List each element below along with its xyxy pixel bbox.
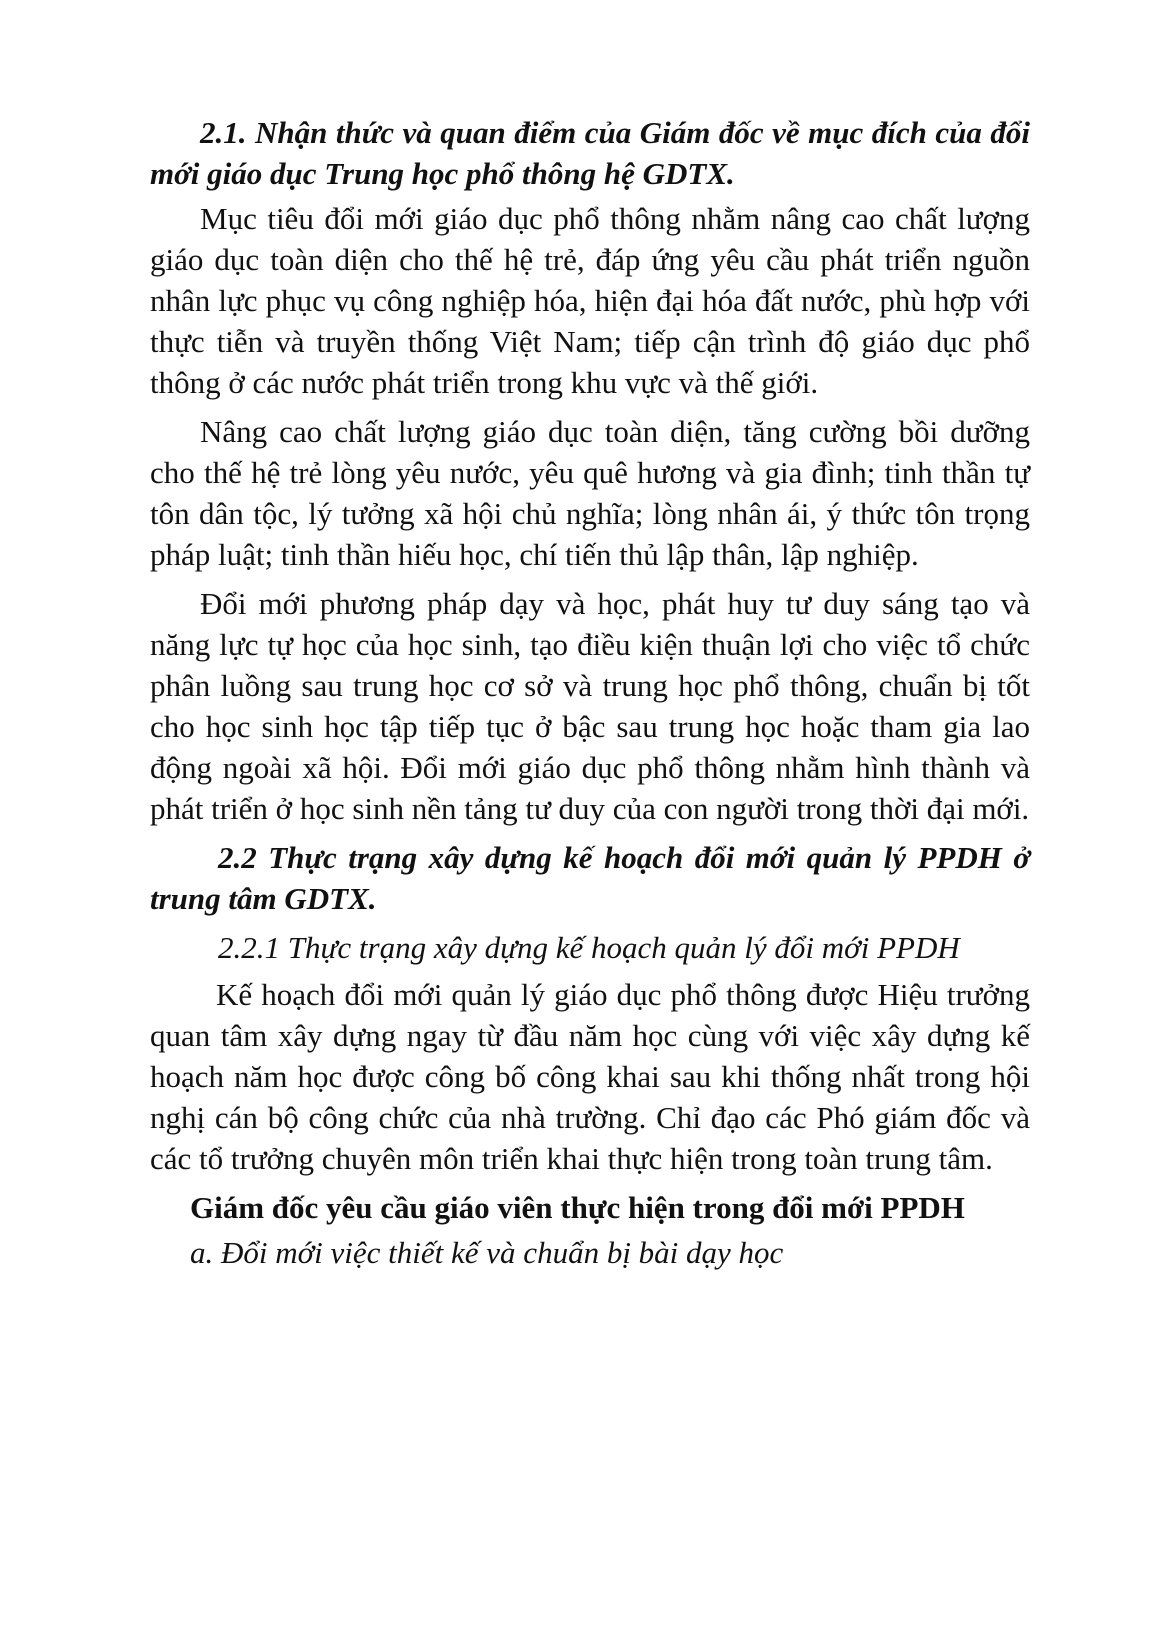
section-heading-2-1: 2.1. Nhận thức và quan điểm của Giám đốc về mục đích của đổi mới giáo dục Trung học phổ thông hệ GDTX.	[150, 115, 1030, 191]
bold-statement: Giám đốc yêu cầu giáo viên thực hiện trong đổi mới PPDH	[190, 1190, 965, 1225]
italic-subheading-a: a. Đổi mới việc thiết kế và chuẩn bị bài dạy học	[190, 1235, 784, 1270]
subsection-heading-2-2-1: 2.2.1 Thực trạng xây dựng kế hoạch quản lý đổi mới PPDH	[218, 930, 960, 965]
paragraph-quality: Nâng cao chất lượng giáo dục toàn diện, tăng cường bồi dưỡng cho thế hệ trẻ lòng yêu nước, yêu quê hương và gia đình; tinh thần tự tôn dân tộc, lý tưởng xã hội chủ nghĩa; lòng nhân ái, ý thức tôn trọng pháp luật; tinh thần hiếu học, chí tiến thủ lập thân, lập nghiệp.	[150, 414, 1030, 572]
section-heading-2-2: 2.2 Thực trạng xây dựng kế hoạch đổi mới quản lý PPDH ở trung tâm GDTX.	[150, 840, 1030, 916]
page-content	[150, 112, 1030, 1273]
paragraph-methods: Đổi mới phương pháp dạy và học, phát huy tư duy sáng tạo và năng lực tự học của học sinh, tạo điều kiện thuận lợi cho việc tổ chức phân luồng sau trung học cơ sở và trung học phổ thông, chuẩn bị tốt cho học sinh học tập tiếp tục ở bậc sau trung học hoặc tham gia lao động ngoài xã hội. Đổi mới giáo dục phổ thông nhằm hình thành và phát triển ở học sinh nền tảng tư duy của con người trong thời đại mới.	[150, 586, 1030, 826]
paragraph-plan: Kế hoạch đổi mới quản lý giáo dục phổ thông được Hiệu trưởng quan tâm xây dựng ngay từ đầu năm học cùng với việc xây dựng kế hoạch năm học được công bố công khai sau khi thống nhất trong hội nghị cán bộ công chức của nhà trường. Chỉ đạo các Phó giám đốc và các tổ trưởng chuyên môn triển khai thực hiện trong toàn trung tâm.	[150, 977, 1030, 1176]
paragraph-objectives: Mục tiêu đổi mới giáo dục phổ thông nhằm nâng cao chất lượng giáo dục toàn diện cho thế hệ trẻ, đáp ứng yêu cầu phát triển nguồn nhân lực phục vụ công nghiệp hóa, hiện đại hóa đất nước, phù hợp với thực tiễn và truyền thống Việt Nam; tiếp cận trình độ giáo dục phổ thông ở các nước phát triển trong khu vực và thế giới.	[150, 201, 1030, 400]
